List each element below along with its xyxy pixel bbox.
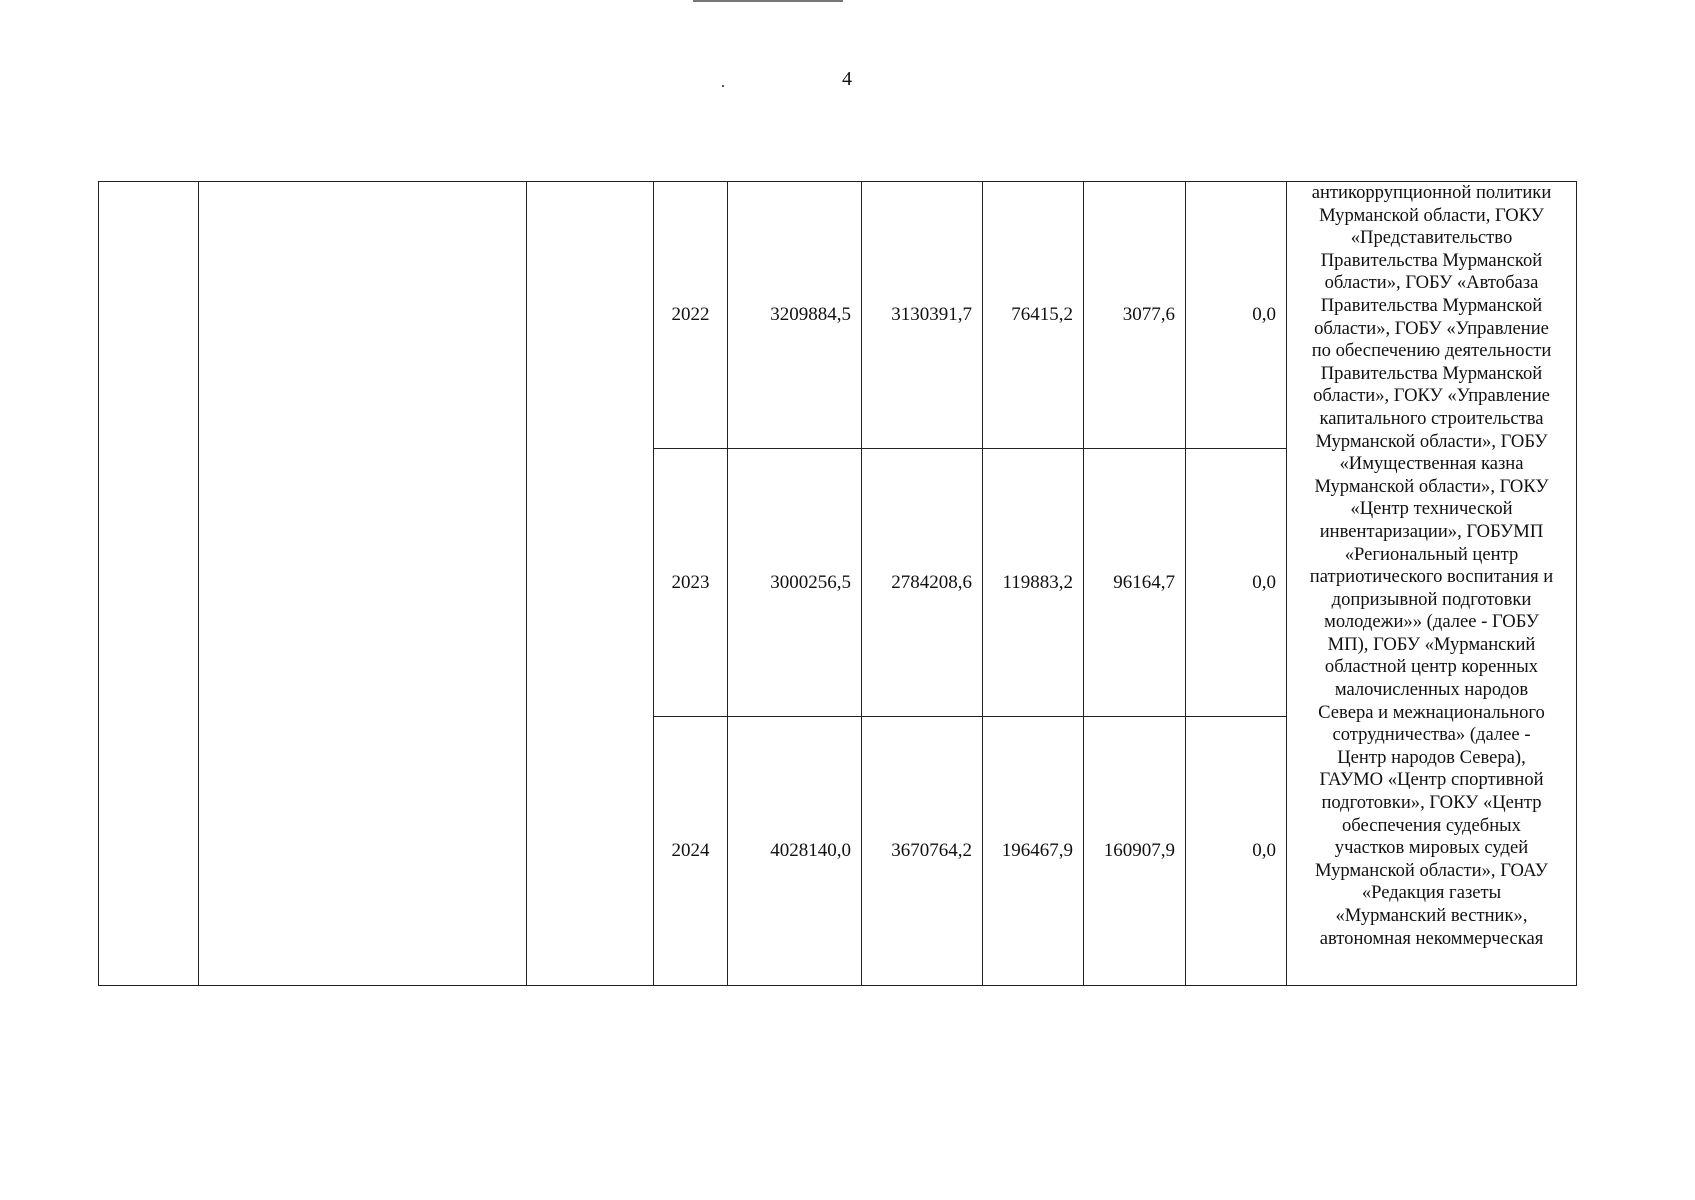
executors-line: «Редакция газеты	[1361, 882, 1502, 904]
executors-line: автономная некоммерческая	[1319, 927, 1544, 949]
regional-budget-cell: 3130391,7	[862, 182, 983, 449]
executors-line: «Имущественная казна	[1339, 453, 1524, 475]
executors-line: Центр народов Севера),	[1337, 746, 1526, 768]
federal-budget-cell: 196467,9	[983, 717, 1084, 986]
executors-line: областной центр коренных	[1324, 656, 1539, 678]
executors-line: сотрудничества» (далее -	[1332, 724, 1531, 746]
scan-artifact-line	[693, 0, 843, 2]
executors-line: обеспечения судебных	[1342, 814, 1521, 836]
executors-line: инвентаризации», ГОБУМП	[1319, 520, 1544, 542]
executors-cell	[1287, 182, 1577, 986]
year-cell: 2023	[654, 449, 728, 717]
regional-budget-cell: 3670764,2	[862, 717, 983, 986]
executors-line: капитального строительства	[1319, 407, 1544, 429]
budget-table	[98, 181, 1577, 986]
executors-line: Правительства Мурманской	[1320, 249, 1543, 271]
executors-line: области», ГОБУ «Управление	[1314, 317, 1549, 339]
name-column-cell	[199, 182, 527, 986]
executors-line: «Центр технической	[1350, 498, 1513, 520]
executors-line: антикоррупционной политики	[1311, 182, 1552, 203]
total-cell: 3209884,5	[728, 182, 862, 449]
executors-line: подготовки», ГОКУ «Центр	[1321, 792, 1542, 814]
total-cell: 4028140,0	[728, 717, 862, 986]
executors-line: «Мурманский вестник»,	[1335, 905, 1528, 926]
scan-artifact-dot	[722, 85, 724, 87]
executors-line: малочисленных народов	[1334, 679, 1529, 701]
executors-line: Правительства Мурманской	[1320, 362, 1543, 384]
executors-line: «Региональный центр	[1344, 543, 1519, 565]
executors-line: МП), ГОБУ «Мурманский	[1327, 633, 1536, 655]
local-budget-cell: 160907,9	[1084, 717, 1186, 986]
federal-budget-cell: 119883,2	[983, 449, 1084, 717]
executors-line: Правительства Мурманской	[1320, 294, 1543, 316]
other-sources-cell: 0,0	[1186, 717, 1287, 986]
year-cell: 2022	[654, 182, 728, 449]
executors-line: патриотического воспитания и	[1309, 566, 1554, 588]
executors-line: молодежи»» (далее - ГОБУ	[1324, 611, 1539, 633]
executors-line: Мурманской области», ГОАУ	[1315, 859, 1548, 881]
local-budget-cell: 3077,6	[1084, 182, 1186, 449]
other-sources-cell: 0,0	[1186, 449, 1287, 717]
executors-line: Мурманской области, ГОКУ	[1319, 204, 1544, 226]
executors-line: области», ГОКУ «Управление	[1313, 385, 1550, 407]
number-column-cell	[99, 182, 199, 986]
executors-line: ГАУМО «Центр спортивной	[1319, 769, 1544, 791]
executors-line: участков мировых судей	[1334, 837, 1529, 859]
executors-line: Севера и межнационального	[1318, 701, 1545, 723]
executors-line: Мурманской области», ГОБУ	[1315, 430, 1548, 452]
executors-line: Мурманской области», ГОКУ	[1314, 475, 1549, 497]
executors-line: «Представительство	[1350, 227, 1513, 249]
year-cell: 2024	[654, 717, 728, 986]
executors-line: по обеспечению деятельности	[1311, 340, 1552, 362]
federal-budget-cell: 76415,2	[983, 182, 1084, 449]
table-row	[99, 182, 1577, 449]
page-number: 4	[842, 68, 852, 90]
other-sources-cell: 0,0	[1186, 182, 1287, 449]
local-budget-cell: 96164,7	[1084, 449, 1186, 717]
regional-budget-cell: 2784208,6	[862, 449, 983, 717]
executors-line: области», ГОБУ «Автобаза	[1324, 272, 1539, 294]
total-cell: 3000256,5	[728, 449, 862, 717]
executors-line: допризывной подготовки	[1331, 588, 1532, 610]
deadline-column-cell	[527, 182, 654, 986]
